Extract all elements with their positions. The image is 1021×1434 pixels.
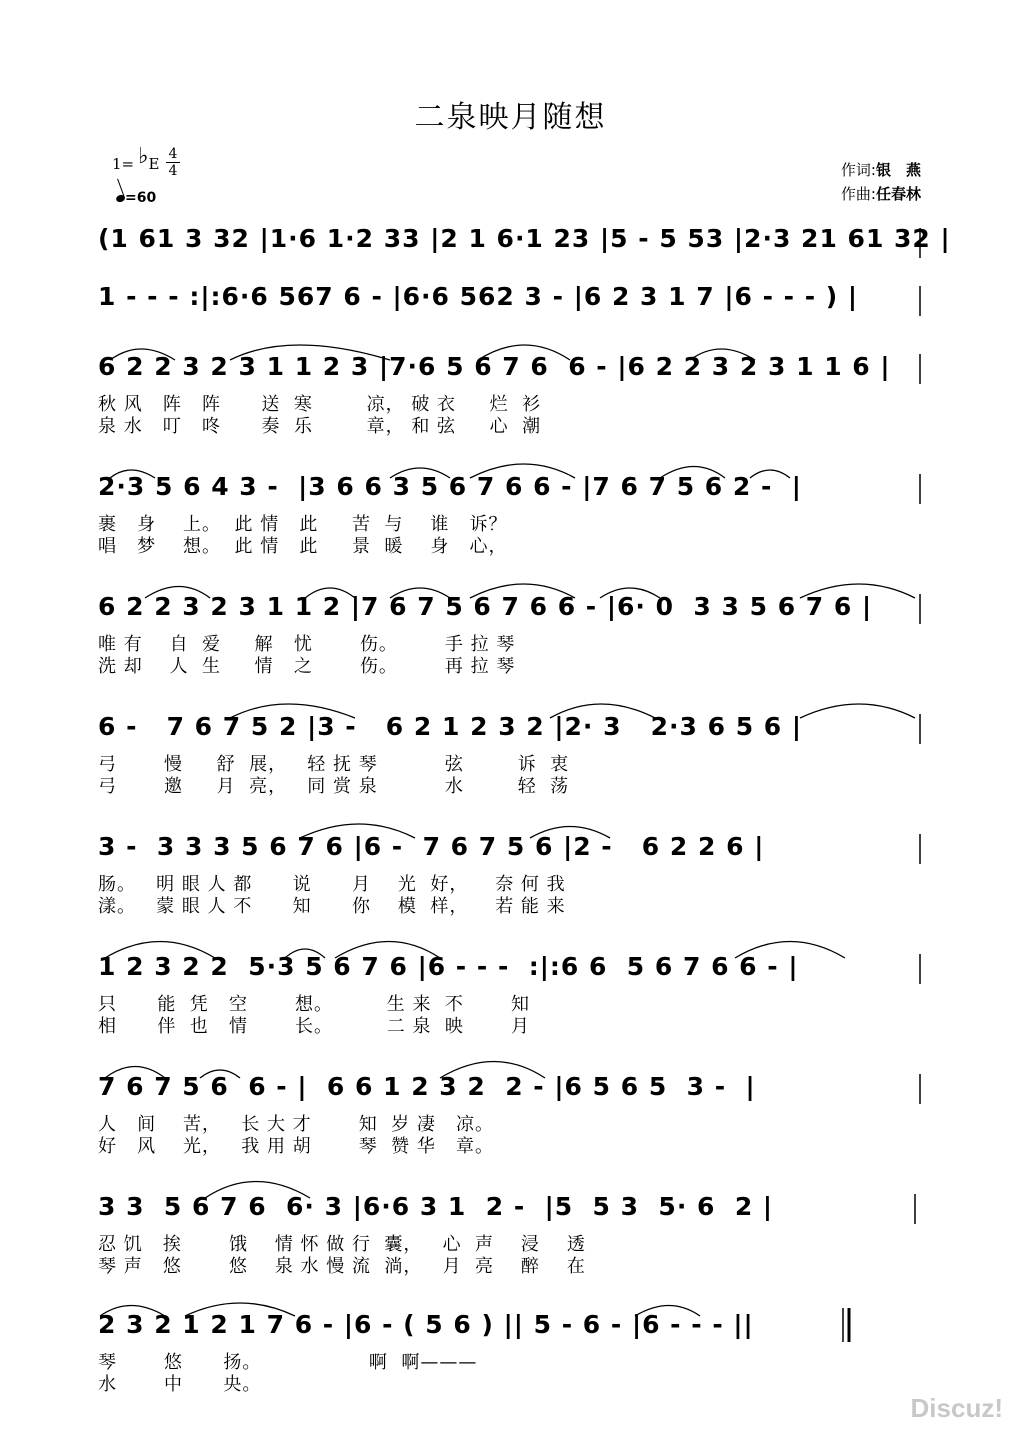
- composer-label: 作曲:: [840, 185, 876, 203]
- key-prefix: 1=: [112, 155, 135, 173]
- song-title: 二泉映月随想: [414, 100, 607, 135]
- lyric-verse-1: 弓 慢 舒 展， 轻 抚 琴 弦 诉 衷: [98, 754, 570, 775]
- lyric-verse-2: 水 中 央。: [98, 1374, 262, 1395]
- score-system-11: [98, 1308, 923, 1396]
- time-signature: [166, 146, 180, 179]
- lyric-verse-1: 琴 悠 扬。 啊 啊———: [98, 1352, 478, 1373]
- lyric-verse-2: 琴 声 悠 悠 泉 水 慢 流 淌， 月 亮 醉 在: [98, 1256, 586, 1277]
- notation-line: 6 2 2 3 2 3 1 1 2 3 |7·6 5 6 7 6 6 - |6 2 2 3 2 3 1 1 6 |: [98, 352, 891, 381]
- lyric-verse-2: 漾。 蒙 眼 人 不 知 你 模 样， 若 能 来: [98, 896, 566, 917]
- lyric-verse-2: 泉 水 叮 咚 奏 乐 章， 和 弦 心 潮: [98, 416, 542, 437]
- lyricist-label: 作词:: [840, 161, 876, 179]
- score-system-2: [98, 280, 923, 314]
- lyric-verse-1: 唯 有 自 爱 解 忧 伤。 手 拉 琴: [98, 634, 516, 655]
- score-system-6: [98, 710, 923, 798]
- notation-line: 7 6 7 5 6 6 - | 6 6 1 2 3 2 2 - |6 5 6 5 3 - |: [98, 1072, 756, 1101]
- lyric-verse-2: 洗 却 人 生 情 之 伤。 再 拉 琴: [98, 656, 516, 677]
- flat-icon: ♭: [138, 144, 149, 169]
- lyricist-name: 银 燕: [875, 161, 921, 179]
- lyric-verse-2: 唱 梦 想。 此 情 此 景 暖 身 心，: [98, 536, 508, 557]
- lyric-verse-1: 肠。 明 眼 人 都 说 月 光 好， 奈 何 我: [98, 874, 566, 895]
- time-signature-top: 4: [168, 146, 178, 162]
- score-system-7: [98, 830, 923, 918]
- lyric-verse-2: 相 伴 也 情 长。 二 泉 映 月: [98, 1016, 530, 1037]
- lyricist-line: [841, 158, 921, 182]
- lyric-verse-1: 裹 身 上。 此 情 此 苦 与 谁 诉？: [98, 514, 508, 535]
- score-system-1: [98, 222, 951, 256]
- score-system-10: [98, 1190, 923, 1278]
- score-system-3: [98, 350, 923, 438]
- tempo-marking: [116, 190, 156, 206]
- time-signature-bottom: 4: [168, 163, 178, 179]
- lyric-verse-1: 忍 饥 挨 饿 情 怀 做 行 囊， 心 声 浸 透: [98, 1234, 586, 1255]
- lyric-verse-2: 弓 邀 月 亮， 同 赏 泉 水 轻 荡: [98, 776, 570, 797]
- lyric-verse-1: 秋 风 阵 阵 送 寒 凉， 破 衣 烂 衫: [98, 394, 542, 415]
- composer-line: [841, 182, 921, 206]
- notation-line: 3 - 3 3 3 5 6 7 6 |6 - 7 6 7 5 6 |2 - 6 2 2 6 |: [98, 832, 765, 861]
- credits: [841, 158, 921, 206]
- composer-name: 任春林: [875, 185, 921, 203]
- notation-line: 1 - - - :|:6·6 567 6 - |6·6 562 3 - |6 2 3 1 7 |6 - - - ) |: [98, 282, 859, 311]
- score-system-5: [98, 590, 923, 678]
- score-system-8: [98, 950, 923, 1038]
- notation-line: 6 2 2 3 2 3 1 1 2 |7 6 7 5 6 7 6 6 - |6· 0 3 3 5 6 7 6 |: [98, 592, 873, 621]
- notation-line: 2·3 5 6 4 3 - |3 6 6 3 5 6 7 6 6 - |7 6 7 5 6 2 - |: [98, 472, 802, 501]
- notation-line: 6 - 7 6 7 5 2 |3 - 6 2 1 2 3 2 |2· 3 2·3 6 5 6 |: [98, 712, 803, 741]
- lyric-verse-1: 人 间 苦， 长 大 才 知 岁 凄 凉。: [98, 1114, 495, 1135]
- notation-line: 2 3 2 1 2 1 7 6 - |6 - ( 5 6 ) || 5 - 6 - |6 - - - ||: [98, 1310, 754, 1339]
- notation-line: 3 3 5 6 7 6 6· 3 |6·6 3 1 2 - |5 5 3 5· 6 2 |: [98, 1192, 774, 1221]
- tempo-value: =60: [125, 190, 157, 206]
- lyric-verse-2: 好 风 光， 我 用 胡 琴 赞 华 章。: [98, 1136, 495, 1157]
- notation-line: (1 61 3 32 |1·6 1·2 33 |2 1 6·1 23 |5 - 5 53 |2·3 21 61 32 |: [98, 224, 951, 253]
- score-system-9: [98, 1070, 923, 1158]
- lyric-verse-1: 只 能 凭 空 想。 生 来 不 知: [98, 994, 530, 1015]
- notation-line: 1 2 3 2 2 5·3 5 6 7 6 |6 - - - :|:6 6 5 6 7 6 6 - |: [98, 952, 799, 981]
- key-note: E: [148, 155, 160, 173]
- watermark: Discuz!: [910, 1393, 1003, 1423]
- score-system-4: [98, 470, 923, 558]
- key-signature: [112, 144, 178, 179]
